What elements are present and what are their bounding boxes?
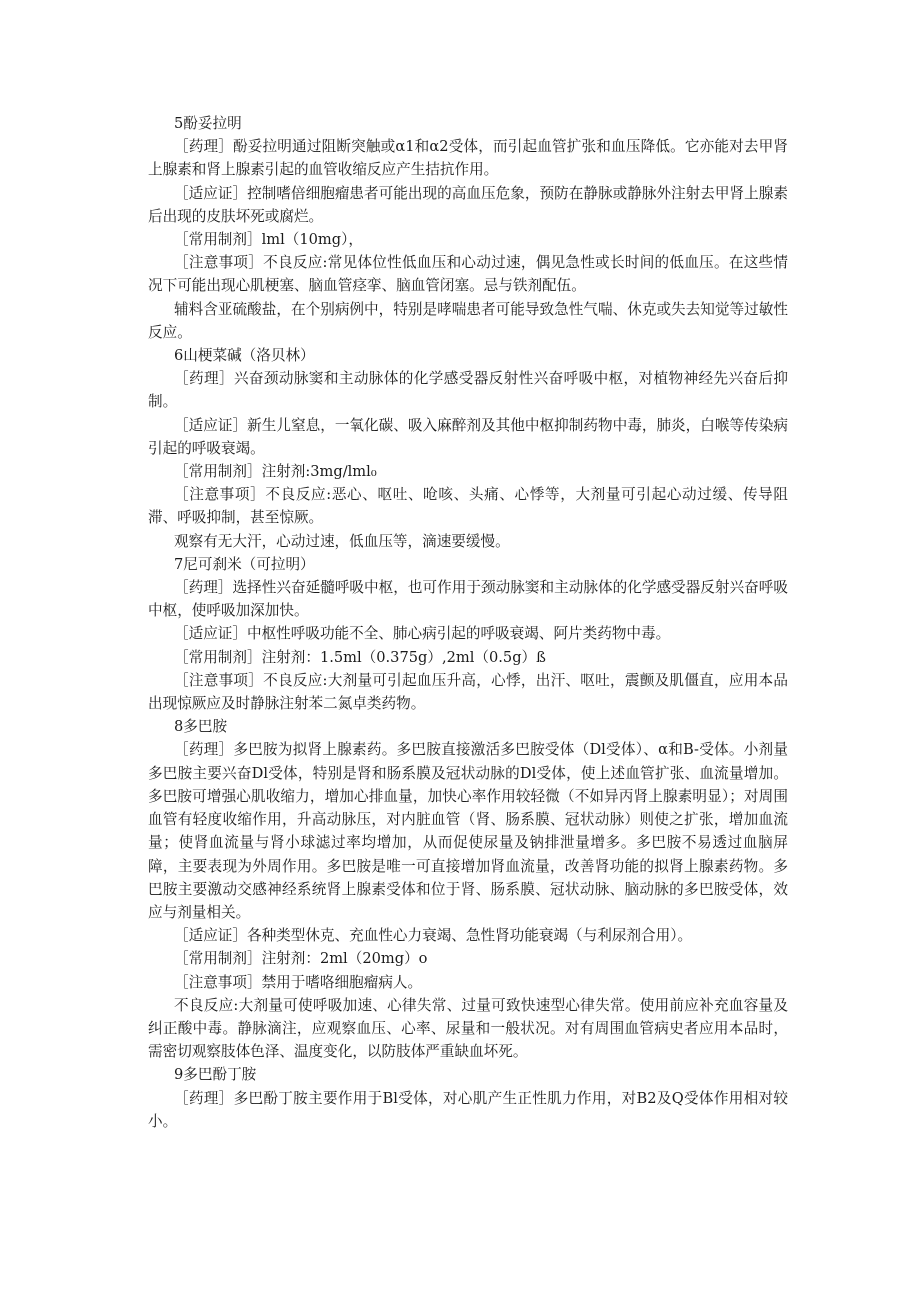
section-lobeline <box>148 344 788 553</box>
section-dopamine <box>148 715 788 1063</box>
section-phentolamine <box>148 112 788 344</box>
section-heading: 5酚妥拉明 <box>174 115 242 132</box>
paragraph: ［注意事项］不良反应:大剂量可引起血压升高，心悸，出汗、呕吐，震颤及肌僵直，应用本品出现惊厥应及时静脉注射苯二氮卓类药物。 <box>148 671 788 713</box>
paragraph: 辅料含亚硫酸盐，在个别病例中，特别是哮喘患者可能导致急性气喘、休克或失去知觉等过敏性反应。 <box>148 300 788 341</box>
paragraph: ［适应证］各种类型休克、充血性心力衰竭、急性肾功能衰竭（与利尿剂合用）。 <box>174 927 693 945</box>
section-heading: 9多巴酚丁胺 <box>174 1066 257 1084</box>
paragraph: ［药理］兴奋颈动脉窦和主动脉体的化学感受器反射性兴奋呼吸中枢，对植物神经先兴奋后抑制。 <box>148 370 788 411</box>
paragraph: ［常用制剂］注射剂:3mg∕lml₀ <box>174 463 377 481</box>
paragraph: ［适应证］控制嗜倍细胞瘤患者可能出现的高血压危象，预防在静脉或静脉外注射去甲肾上腺素后出现的皮肤坏死或腐烂。 <box>148 184 788 225</box>
section-nikethamide <box>148 553 788 715</box>
document-page <box>148 112 788 1133</box>
section-heading: 7尼可刹米（可拉明） <box>174 555 315 573</box>
paragraph: ［药理］酚妥拉明通过阻断突触或α1和α2受体，而引起血管扩张和血压降低。它亦能对去甲肾上腺素和肾上腺素引起的血管收缩反应产生拮抗作用。 <box>148 138 788 179</box>
paragraph: 不良反应:大剂量可使呼吸加速、心律失常、过量可致快速型心律失常。使用前应补充血容量及纠正酸中毒。静脉滴注，应观察血压、心率、尿量和一般状况。对有周围血管病史者应用本品时，需密切观察肢体色泽、温度变化，以防肢体严重缺血坏死。 <box>148 996 788 1061</box>
paragraph: ［注意事项］不良反应:常见体位性低血压和心动过速，偶见急性或长时间的低血压。在这些情况下可能出现心肌梗塞、脑血管痉挛、脑血管闭塞。忌与铁剂配伍。 <box>148 254 788 295</box>
paragraph: ［适应证］中枢性呼吸功能不全、肺心病引起的呼吸衰竭、阿片类药物中毒。 <box>174 625 671 643</box>
paragraph: ［药理］选择性兴奋延髓呼吸中枢，也可作用于颈动脉窦和主动脉体的化学感受器反射兴奋呼吸中枢，使呼吸加深加快。 <box>148 579 788 620</box>
paragraph: ［药理］多巴酚丁胺主要作用于Bl受体，对心肌产生正性肌力作用，对B2及Q受体作用相对较小。 <box>148 1089 788 1130</box>
paragraph: 观察有无大汗，心动过速，低血压等，滴速要缓慢。 <box>174 532 510 550</box>
paragraph: ［注意事项］禁用于嗜咯细胞瘤病人。 <box>174 973 423 991</box>
paragraph: ［注意事项］不良反应:恶心、呕吐、呛咳、头痛、心悸等，大剂量可引起心动过缓、传导阻滞、呼吸抑制，甚至惊厥。 <box>148 486 788 527</box>
paragraph: ［适应证］新生儿窒息，一氧化碳、吸入麻醉剂及其他中枢抑制药物中毒，肺炎，白喉等传染病引起的呼吸衰竭。 <box>148 416 788 457</box>
paragraph: ［常用制剂］注射剂：2ml（20mg）o <box>174 950 428 968</box>
section-dobutamine <box>148 1063 788 1133</box>
paragraph: ［常用制剂］lml（10mg）， <box>174 231 363 249</box>
section-heading: 8多巴胺 <box>174 718 228 736</box>
paragraph: ［常用制剂］注射剂：1.5ml（0.375g）,2ml（0.5g）ß <box>174 648 546 666</box>
section-heading: 6山梗菜碱（洛贝林） <box>174 347 315 365</box>
paragraph: ［药理］多巴胺为拟肾上腺素药。多巴胺直接激活多巴胺受体（Dl受体）、α和B-受体。小剂量多巴胺主要兴奋Dl受体，特别是肾和肠系膜及冠状动脉的Dl受体，使上述血管扩张、血流量增加。多巴胺可增强心肌收缩力，增加心排血量，加快心率作用较轻微（不如异丙肾上腺素明显）；对周围血管有轻度收缩作用，升高动脉压，对内脏血管（肾、肠系膜、冠状动脉）则使之扩张，增加血流量；使肾血流量与肾小球滤过率均增加，从而促使尿量及钠排泄量增多。多巴胺不易透过血脑屏障，主要表现为外周作用。多巴胺是唯一可直接增加肾血流量，改善肾功能的拟肾上腺素药物。多巴胺主要激动交感神经系统肾上腺素受体和位于肾、肠系膜、冠状动脉、脑动脉的多巴胺受体，效应与剂量相关。 <box>148 741 788 921</box>
